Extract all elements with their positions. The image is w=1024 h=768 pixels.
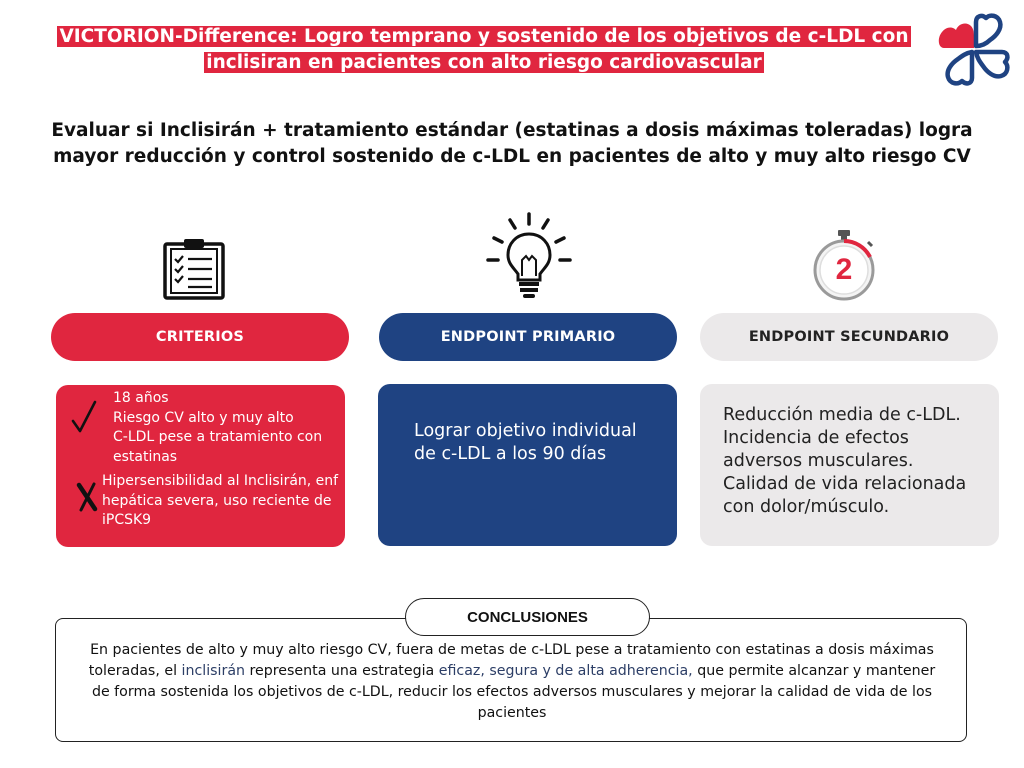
stopwatch-number: 2 [835,253,853,286]
page-title [40,24,928,76]
conclusions-header: CONCLUSIONES [405,598,650,636]
endpoint-primario-card [378,384,677,546]
title-highlight: VICTORION-Difference: Logro temprano y sostenido de los objetivos de c-LDL con inclisiran en pacientes con alto riesgo cardiovascular [59,26,909,73]
list-item: 18 años [113,390,169,406]
criterios-card [56,385,345,547]
list-item: Reducción media de c-LDL. [723,405,961,425]
conclusions-highlight: inclisirán [181,663,246,679]
exclusion-criteria: Hipersensibilidad al Inclisirán, enf hepática severa, uso reciente de iPCSK9 [102,473,339,528]
conclusions-text-part: representa una estrategia [245,663,439,679]
list-item: Riesgo CV alto y muy alto [113,409,294,426]
stopwatch-icon [808,228,880,302]
list-item: C-LDL pese a tratamiento con estatinas [113,429,323,465]
clipboard-checklist-icon [160,238,228,302]
endpoint-secundario-header: ENDPOINT SECUNDARIO [700,313,998,361]
criterios-header: CRITERIOS [51,313,349,361]
conclusions-highlight: eficaz, segura y de alta adherencia, [438,663,693,679]
list-item: Calidad de vida relacionada con dolor/músculo. [723,474,967,517]
endpoint-secundario-card [700,384,999,546]
list-item: Incidencia de efectos adversos musculares. [723,428,914,471]
primary-endpoint-text: Lograr objetivo individual de c-LDL a los 90 días [414,421,637,464]
objective-statement: Evaluar si Inclisirán + tratamiento estándar (estatinas a dosis máximas toleradas) logra mayor reducción y control sostenido de c-LDL en pacientes de alto y muy alto riesgo CV [51,120,973,167]
cross-icon [76,482,98,512]
secondary-endpoints-list [723,404,993,519]
conclusions-text [78,640,946,724]
checkmark-icon [70,399,98,435]
conclusions-text-part: que permite alcanzar y mantener de forma sostenida los objetivos de c-LDL, reducir los efectos adversos musculares y mejorar la calidad de vida de los pacientes [91,663,936,721]
conclusions-text-part: En pacientes de alto y muy alto riesgo CV, fuera de metas de c-LDL pese a tratamiento con estatinas a dosis máximas toleradas, el [88,642,934,679]
lightbulb-icon [484,210,574,302]
endpoint-primario-header: ENDPOINT PRIMARIO [379,313,677,361]
inclusion-criteria-list [113,389,343,467]
heart-logo-icon [938,12,1012,86]
